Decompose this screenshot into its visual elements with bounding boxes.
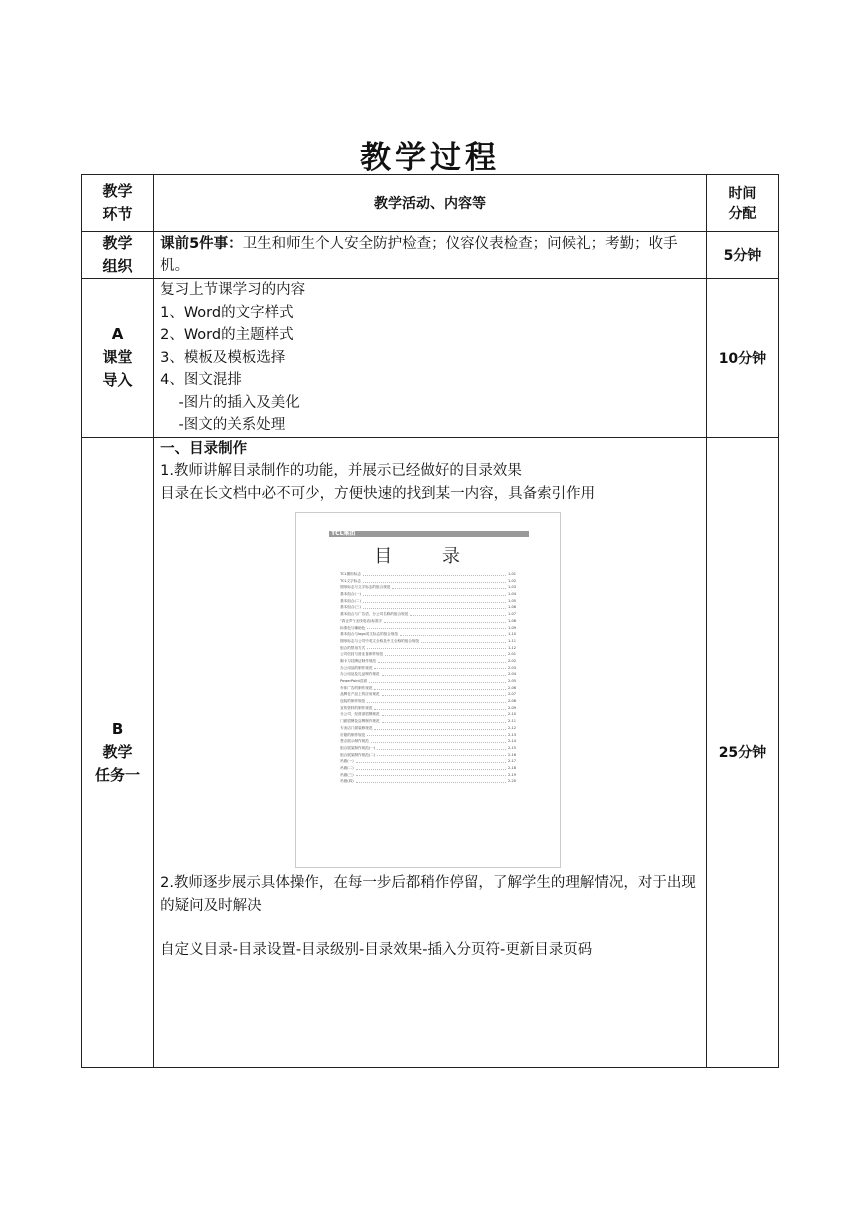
toc-entry [340,678,516,685]
intro-content [154,279,707,438]
toc-entry-page: 1-12 [507,645,517,650]
toc-entry-title: 办公用品的制作规范 [340,665,373,670]
toc-entry [340,738,516,745]
task1-p4: 自定义目录-目录设置-目录级别-目录效果-插入分页符-更新目录页码 [160,942,593,958]
toc-entry-title: 图形标志与公司中英文全称及中文全称的组合规范 [340,638,420,643]
task1-time: 25分钟 [706,437,778,1067]
intro-line: 3、模板及模板选择 [160,349,286,366]
toc-entry [340,758,516,765]
toc-entry-page: 2-04 [507,672,517,677]
header-stage: 教学 环节 [82,175,154,232]
toc-entry-page: 2-20 [507,779,517,784]
toc-entry-page: 2-03 [507,665,517,670]
toc-entry-page: 2-14 [507,739,517,744]
header-activity: 教学活动、内容等 [154,175,707,232]
toc-entry-page: 2-16 [507,752,517,757]
toc-entry [340,778,516,785]
toc-entry [340,584,516,591]
org-time: 5分钟 [706,232,778,279]
toc-entry [340,571,516,578]
toc-entry-title: 胸卡与挂牌证制作规范 [340,658,377,663]
intro-line: 1、Word的文字样式 [160,304,294,321]
toc-entry-page: 1-10 [507,632,517,637]
toc-entry-title: 吊旗(二) [340,765,354,770]
toc-entry-title: 吊旗(一) [340,759,354,764]
toc-title: 目 录 [374,546,482,567]
toc-entry-title: 品牌在产品上的应用规范 [340,692,380,697]
toc-entry-page: 2-09 [507,705,517,710]
toc-entry [340,598,516,605]
toc-list [340,571,516,785]
toc-entry-page: 2-13 [507,732,517,737]
toc-entry-page: 1-02 [507,578,517,583]
toc-entry-page: 2-02 [507,658,517,663]
toc-entry-page: 2-08 [507,699,517,704]
toc-entry-page: 1-05 [507,598,517,603]
toc-entry-title: 图形标志与文字标志的组合规范 [340,585,391,590]
toc-entry-title: 基本组合(三) [340,605,361,610]
task1-heading: 一、目录制作 [160,440,248,457]
intro-line: -图片的插入及美化 [160,394,300,411]
toc-entry [340,711,516,718]
toc-entry-page: 1-07 [507,612,517,617]
toc-entry-title: 宣传资料的制作规范 [340,705,373,710]
toc-entry [340,691,516,698]
toc-entry-title: 门面招牌及店牌制作规范 [340,719,380,724]
toc-entry-page: 2-19 [507,772,517,777]
toc-entry-page: 2-18 [507,765,517,770]
task1-p3: 2.教师逐步展示具体操作，在每一步后都稍作停留，了解学生的理解情况，对于出现的疑问及时解决 [160,875,696,914]
toc-image [295,512,561,868]
intro-line: 2、Word的主题样式 [160,327,294,343]
toc-entry-title: 标准色与辅助色 [340,625,366,630]
toc-entry-page: 1-04 [507,592,517,597]
toc-entry-page: 2-07 [507,692,517,697]
toc-entry [340,745,516,752]
toc-entry-page: 1-03 [507,585,517,590]
toc-header-bar [329,531,529,537]
toc-entry [340,765,516,772]
toc-entry-title: TCL文字标志 [340,578,361,583]
intro-row [82,279,779,438]
toc-entry-page: 1-01 [507,572,517,576]
toc-entry [340,665,516,672]
toc-entry [340,698,516,705]
task1-p2: 目录在长文档中必不可少，方便快速的找到某一内容，具备索引作用 [160,485,596,502]
task1-content [154,437,707,1067]
toc-entry-title: 吊旗(四) [340,779,354,784]
toc-entry [340,651,516,658]
toc-entry [340,685,516,692]
toc-entry-title: TCL图形标志 [340,572,361,576]
toc-entry-title: 专卖店门面装修规范 [340,725,373,730]
page-title: 教学过程 [360,140,500,176]
intro-time: 10分钟 [706,279,778,438]
task1-row [82,437,779,1067]
toc-entry-page: 1-09 [507,625,517,630]
toc-entry-page: 2-06 [507,685,517,690]
intro-line: 复习上节课学习的内容 [160,282,306,298]
toc-entry [340,718,516,725]
toc-logo: TCL集团 [331,530,356,537]
toc-entry-title: 分公司、经营部招牌规范 [340,712,380,717]
toc-entry-title: 公司信封与营业备制作规范 [340,652,384,657]
toc-entry-title: 基本组合与logo英文标志的组合规范 [340,632,399,637]
toc-entry-title: 基本组合(二) [340,598,361,603]
header-row [82,175,779,232]
org-row [82,232,779,279]
toc-entry-page: 2-17 [507,759,517,764]
task1-p1: 1.教师讲解目录制作的功能，并展示已经做好的目录效果 [160,463,522,479]
toc-entry [340,658,516,665]
org-bold-lead: 课前5件事： [160,235,243,252]
task1-stage: B 教学 任务一 [82,437,154,1067]
toc-entry [340,604,516,611]
toc-entry-page: 2-10 [507,712,517,717]
toc-entry [340,752,516,759]
toc-entry [340,645,516,652]
toc-entry [340,631,516,638]
toc-entry-page: 1-06 [507,605,517,610]
toc-entry [340,591,516,598]
toc-entry-title: 办公用品及礼品制作规范 [340,672,380,677]
toc-entry-page: 1-08 [507,618,517,623]
toc-entry-page: 2-11 [507,719,517,724]
toc-entry-title: 灯箱的制作规范 [340,732,366,737]
toc-entry-title: 车体广告的制作规范 [340,685,373,690]
toc-entry [340,732,516,739]
toc-entry-page: 2-01 [507,652,517,657]
toc-entry-title: "真正声"(无线电话)标准字 [340,618,383,623]
toc-entry-page: 2-12 [507,725,517,730]
toc-entry [340,578,516,585]
toc-entry-page: 2-05 [507,679,517,683]
toc-entry-title: 组合展架制作规范(二) [340,752,376,757]
org-content [154,232,707,279]
toc-entry-title: 基本组合(一) [340,592,361,597]
toc-entry-title: PowerPoint页面 [340,679,368,683]
toc-entry [340,611,516,618]
toc-entry [340,671,516,678]
lesson-table [81,174,779,1068]
toc-entry [340,618,516,625]
toc-entry-title: 组合的禁用方式 [340,645,366,650]
org-stage: 教学 组织 [82,232,154,279]
toc-entry [340,772,516,779]
toc-entry [340,638,516,645]
org-text: 卫生和师生个人安全防护检查；仪容仪表检查；问候礼；考勤；收手机。 [160,235,678,274]
toc-entry-title: 吊旗(三) [340,772,354,777]
intro-stage: A 课堂 导入 [82,279,154,438]
toc-entry-title: 组合展架制作规范(一) [340,745,376,750]
intro-line: 4、图文混排 [160,372,242,388]
header-time: 时间 分配 [706,175,778,232]
toc-entry-page: 1-11 [507,638,517,643]
toc-entry [340,625,516,632]
toc-entry [340,705,516,712]
toc-entry-title: 包装的制作规范 [340,699,366,704]
toc-entry-title: 售点展示制作规范 [340,739,369,744]
toc-entry [340,725,516,732]
intro-line: -图文的关系处理 [160,417,286,433]
toc-entry-title: 基本组合与广告语、分公司名称的组合规范 [340,612,409,617]
toc-entry-page: 2-15 [507,745,517,750]
